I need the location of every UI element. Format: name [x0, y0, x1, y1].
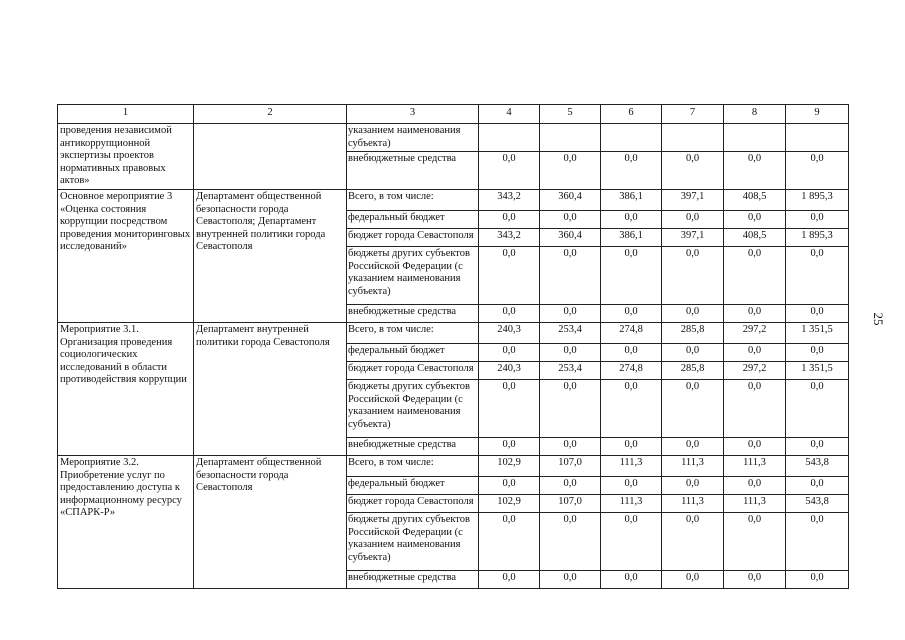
value-cell: 0,0: [479, 211, 540, 229]
value-cell: 543,8: [786, 495, 849, 513]
activity-cell: Мероприятие 3.1. Организация проведения социологических исследований в области противодействия коррупции: [58, 323, 194, 456]
value-cell: 0,0: [479, 571, 540, 589]
value-cell: 0,0: [662, 571, 724, 589]
value-cell: 0,0: [662, 344, 724, 362]
funding-source-cell: внебюджетные средства: [347, 571, 479, 589]
value-cell: 0,0: [786, 477, 849, 495]
value-cell: 0,0: [540, 152, 601, 190]
activity-cell: Мероприятие 3.2. Приобретение услуг по предоставлению доступа к информационному ресурсу «СПАРК-Р»: [58, 456, 194, 589]
value-cell: 0,0: [601, 305, 662, 323]
value-cell: 0,0: [662, 305, 724, 323]
header-cell: 1: [58, 105, 194, 124]
value-cell: 107,0: [540, 495, 601, 513]
value-cell: 0,0: [786, 211, 849, 229]
value-cell: 0,0: [786, 344, 849, 362]
page-number: 25: [871, 312, 886, 326]
value-cell: 0,0: [601, 380, 662, 438]
header-row: [58, 105, 849, 124]
value-cell: 0,0: [724, 571, 786, 589]
funding-source-cell: федеральный бюджет: [347, 477, 479, 495]
header-cell: 2: [194, 105, 347, 124]
funding-source-cell: указанием наименования субъекта): [347, 124, 479, 152]
value-cell: 1 895,3: [786, 229, 849, 247]
value-cell: 0,0: [786, 152, 849, 190]
funding-source-cell: Всего, в том числе:: [347, 323, 479, 344]
table-row: [58, 456, 849, 477]
value-cell: 0,0: [540, 344, 601, 362]
header-cell: 5: [540, 105, 601, 124]
value-cell: 0,0: [540, 477, 601, 495]
value-cell: 111,3: [601, 495, 662, 513]
value-cell: 397,1: [662, 190, 724, 211]
value-cell: 285,8: [662, 323, 724, 344]
value-cell: 0,0: [601, 477, 662, 495]
value-cell: 0,0: [601, 513, 662, 571]
value-cell: 111,3: [724, 495, 786, 513]
funding-source-cell: Всего, в том числе:: [347, 190, 479, 211]
header-cell: 6: [601, 105, 662, 124]
value-cell: 0,0: [479, 247, 540, 305]
value-cell: 408,5: [724, 229, 786, 247]
value-cell: 1 351,5: [786, 323, 849, 344]
value-cell: 0,0: [479, 477, 540, 495]
header-cell: 8: [724, 105, 786, 124]
value-cell: 0,0: [724, 305, 786, 323]
value-cell: 0,0: [724, 247, 786, 305]
value-cell: 343,2: [479, 190, 540, 211]
value-cell: 0,0: [540, 211, 601, 229]
executor-cell: [194, 124, 347, 190]
funding-source-cell: внебюджетные средства: [347, 305, 479, 323]
funding-source-cell: внебюджетные средства: [347, 438, 479, 456]
funding-source-cell: бюджеты других субъектов Российской Федерации (с указанием наименования субъекта): [347, 247, 479, 305]
value-cell: [786, 124, 849, 152]
value-cell: 0,0: [479, 152, 540, 190]
value-cell: 0,0: [479, 380, 540, 438]
value-cell: 274,8: [601, 362, 662, 380]
budget-table: [57, 104, 849, 589]
executor-cell: Департамент общественной безопасности города Севастополя: [194, 456, 347, 589]
funding-source-cell: федеральный бюджет: [347, 211, 479, 229]
value-cell: 0,0: [724, 438, 786, 456]
value-cell: 360,4: [540, 190, 601, 211]
value-cell: 111,3: [601, 456, 662, 477]
funding-source-cell: бюджеты других субъектов Российской Федерации (с указанием наименования субъекта): [347, 380, 479, 438]
value-cell: 408,5: [724, 190, 786, 211]
value-cell: 240,3: [479, 323, 540, 344]
table-body: [58, 105, 849, 589]
value-cell: 0,0: [786, 305, 849, 323]
value-cell: 0,0: [786, 571, 849, 589]
value-cell: 0,0: [540, 513, 601, 571]
funding-source-cell: бюджет города Севастополя: [347, 229, 479, 247]
value-cell: 0,0: [540, 438, 601, 456]
value-cell: 343,2: [479, 229, 540, 247]
value-cell: 0,0: [662, 152, 724, 190]
value-cell: 0,0: [479, 344, 540, 362]
header-cell: 9: [786, 105, 849, 124]
value-cell: 285,8: [662, 362, 724, 380]
value-cell: 0,0: [601, 438, 662, 456]
funding-source-cell: внебюджетные средства: [347, 152, 479, 190]
value-cell: 0,0: [601, 344, 662, 362]
value-cell: 297,2: [724, 323, 786, 344]
activity-cell: Основное мероприятие 3 «Оценка состояния коррупции посредством проведения мониторинговых исследований»: [58, 190, 194, 323]
value-cell: 0,0: [662, 211, 724, 229]
value-cell: 0,0: [601, 247, 662, 305]
executor-cell: Департамент общественной безопасности города Севастополя; Департамент внутренней политики города Севастополя: [194, 190, 347, 323]
value-cell: 0,0: [724, 344, 786, 362]
value-cell: 0,0: [786, 438, 849, 456]
value-cell: 397,1: [662, 229, 724, 247]
funding-source-cell: бюджеты других субъектов Российской Федерации (с указанием наименования субъекта): [347, 513, 479, 571]
value-cell: 274,8: [601, 323, 662, 344]
value-cell: 111,3: [662, 495, 724, 513]
value-cell: 0,0: [601, 211, 662, 229]
funding-source-cell: бюджет города Севастополя: [347, 362, 479, 380]
value-cell: 0,0: [601, 152, 662, 190]
value-cell: [540, 124, 601, 152]
value-cell: [662, 124, 724, 152]
value-cell: 0,0: [662, 380, 724, 438]
value-cell: 0,0: [786, 513, 849, 571]
activity-cell: проведения независимой антикоррупционной экспертизы проектов нормативных правовых актов»: [58, 124, 194, 190]
table-row: [58, 323, 849, 344]
value-cell: 0,0: [479, 305, 540, 323]
value-cell: 253,4: [540, 323, 601, 344]
value-cell: 0,0: [724, 152, 786, 190]
value-cell: 0,0: [786, 247, 849, 305]
value-cell: 0,0: [724, 380, 786, 438]
value-cell: 0,0: [601, 571, 662, 589]
executor-cell: Департамент внутренней политики города Севастополя: [194, 323, 347, 456]
value-cell: 0,0: [540, 380, 601, 438]
value-cell: 297,2: [724, 362, 786, 380]
value-cell: 0,0: [479, 513, 540, 571]
value-cell: 1 351,5: [786, 362, 849, 380]
value-cell: 0,0: [540, 571, 601, 589]
value-cell: 0,0: [540, 305, 601, 323]
value-cell: 1 895,3: [786, 190, 849, 211]
value-cell: 253,4: [540, 362, 601, 380]
value-cell: 0,0: [724, 513, 786, 571]
value-cell: 102,9: [479, 456, 540, 477]
header-cell: 3: [347, 105, 479, 124]
value-cell: [601, 124, 662, 152]
value-cell: 0,0: [662, 438, 724, 456]
header-cell: 7: [662, 105, 724, 124]
value-cell: [479, 124, 540, 152]
value-cell: 111,3: [662, 456, 724, 477]
value-cell: 0,0: [540, 247, 601, 305]
value-cell: 0,0: [662, 513, 724, 571]
value-cell: 386,1: [601, 190, 662, 211]
value-cell: 0,0: [724, 211, 786, 229]
funding-source-cell: бюджет города Севастополя: [347, 495, 479, 513]
value-cell: 360,4: [540, 229, 601, 247]
table-row: [58, 124, 849, 152]
value-cell: 240,3: [479, 362, 540, 380]
funding-source-cell: федеральный бюджет: [347, 344, 479, 362]
value-cell: 543,8: [786, 456, 849, 477]
value-cell: 0,0: [786, 380, 849, 438]
value-cell: 111,3: [724, 456, 786, 477]
value-cell: 102,9: [479, 495, 540, 513]
value-cell: 0,0: [479, 438, 540, 456]
value-cell: 107,0: [540, 456, 601, 477]
value-cell: [724, 124, 786, 152]
value-cell: 0,0: [662, 247, 724, 305]
value-cell: 386,1: [601, 229, 662, 247]
header-cell: 4: [479, 105, 540, 124]
table-row: [58, 190, 849, 211]
funding-source-cell: Всего, в том числе:: [347, 456, 479, 477]
value-cell: 0,0: [662, 477, 724, 495]
value-cell: 0,0: [724, 477, 786, 495]
